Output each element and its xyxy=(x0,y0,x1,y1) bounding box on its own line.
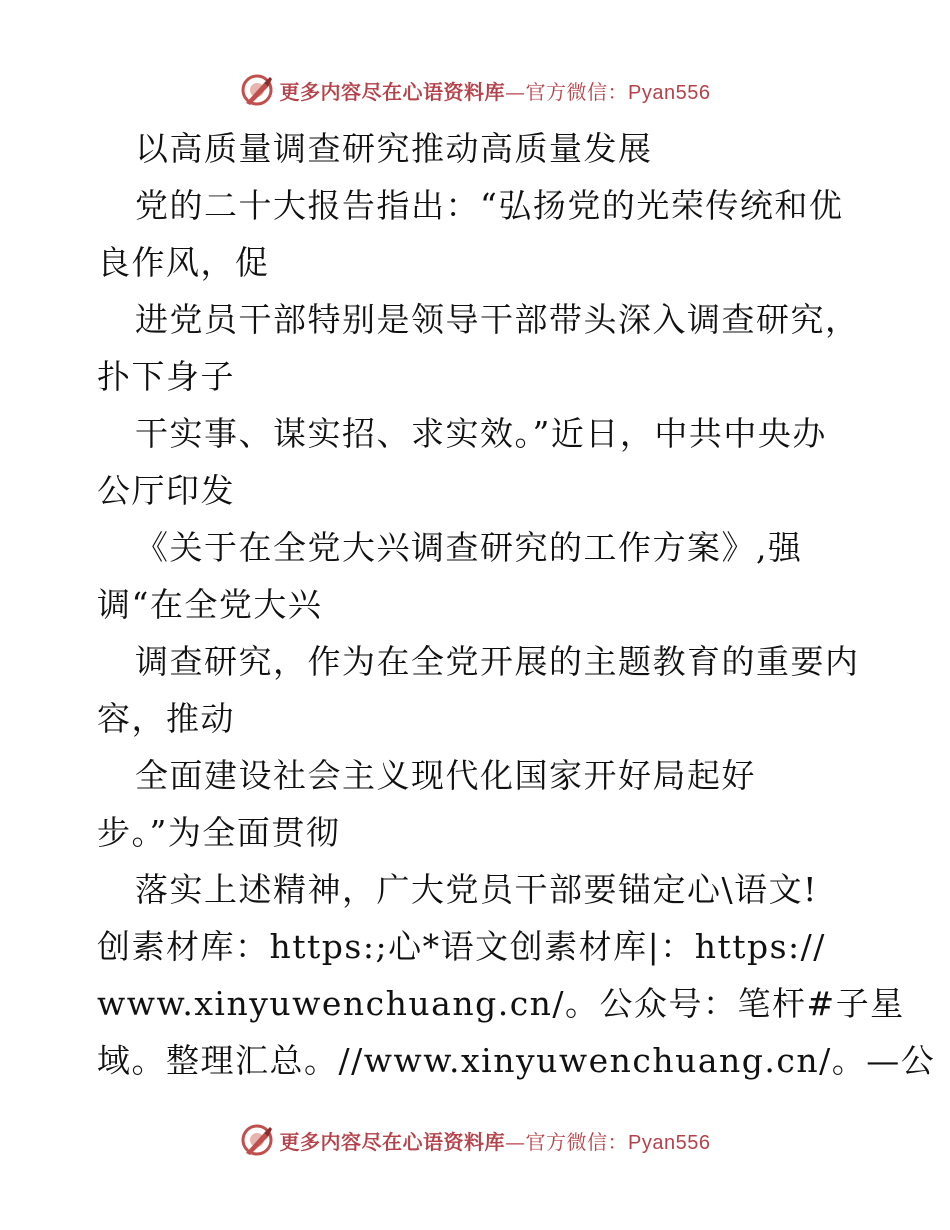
text-line: 进党员干部特别是领导干部带头深入调查研究， xyxy=(135,300,860,339)
header-watermark xyxy=(0,70,950,110)
watermark-main: 更多内容尽在心语资料库 xyxy=(279,1129,506,1154)
footer-watermark xyxy=(0,1120,950,1160)
text-line: 落实上述精神，广大党员干部要锚定心\语文! xyxy=(135,870,818,909)
text-line: www.xinyuwenchuang.cn/。公众号：笔杆#子星 xyxy=(97,984,905,1023)
pen-logo-icon xyxy=(240,73,274,107)
watermark-wechat: 官方微信：Pyan556 xyxy=(525,81,711,104)
text-line: 扑下身子 xyxy=(97,357,235,396)
watermark-main: 更多内容尽在心语资料库 xyxy=(279,79,506,104)
text-line: 公厅印发 xyxy=(97,471,235,510)
text-line: 干实事、谋实招、求实效。”近日，中共中央办 xyxy=(135,414,827,453)
watermark-text xyxy=(280,76,711,105)
watermark-text xyxy=(280,1126,711,1155)
pen-logo-icon xyxy=(240,1123,274,1157)
watermark-dash: — xyxy=(505,1129,526,1154)
watermark-dash: — xyxy=(505,79,526,104)
text-line: 全面建设社会主义现代化国家开好局起好 xyxy=(135,756,756,795)
watermark-wechat: 官方微信：Pyan556 xyxy=(525,1131,711,1154)
text-line: 步。”为全面贯彻 xyxy=(97,813,341,852)
text-line: 《关于在全党大兴调查研究的工作方案》,强 xyxy=(135,528,803,567)
text-line: 容，推动 xyxy=(97,699,235,738)
document-title: 以高质量调查研究推动高质量发展 xyxy=(135,129,653,168)
text-line: 调“在全党大兴 xyxy=(97,585,323,624)
text-line: 创素材库：https:;心*语文创素材库|：https:// xyxy=(97,927,826,966)
text-line: 域。整理汇总。//www.xinyuwenchuang.cn/。—公 xyxy=(97,1041,936,1080)
document-body xyxy=(97,120,936,1089)
text-line: 党的二十大报告指出：“弘扬党的光荣传统和优 xyxy=(135,186,844,225)
text-line: 良作风，促 xyxy=(97,243,270,282)
text-line: 调查研究，作为在全党开展的主题教育的重要内 xyxy=(135,642,860,681)
